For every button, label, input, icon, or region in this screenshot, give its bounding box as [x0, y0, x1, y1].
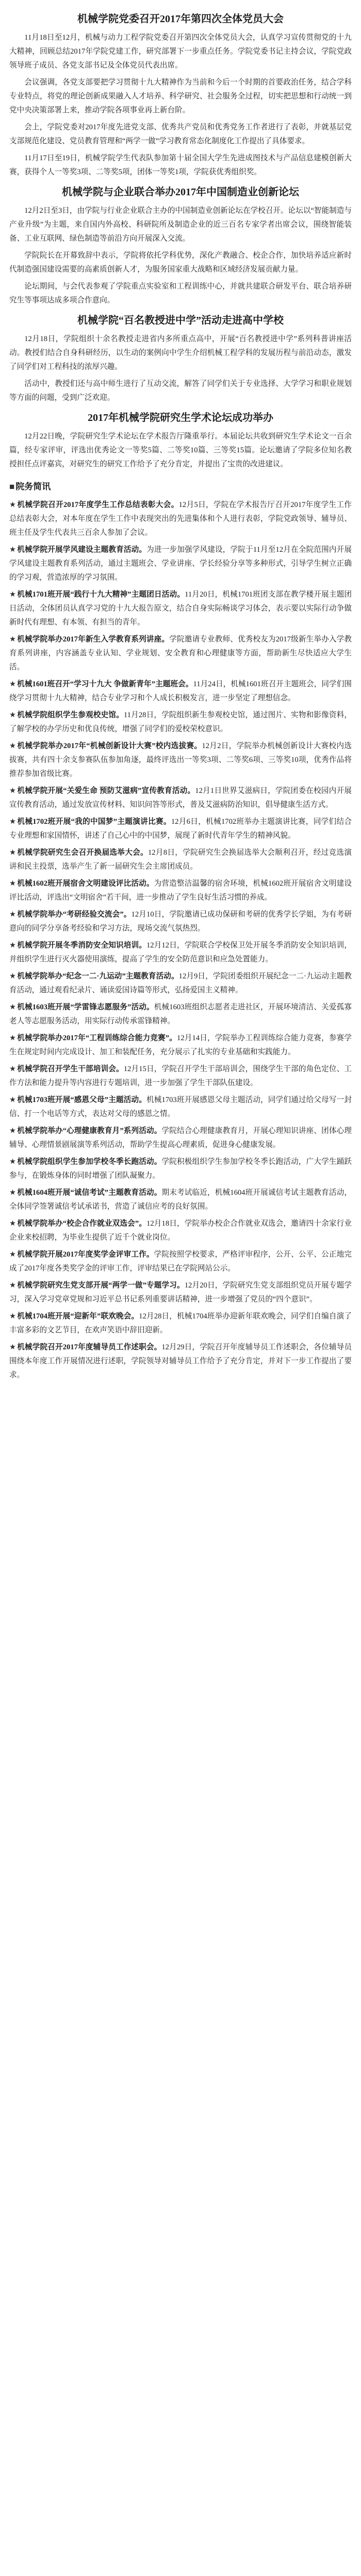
brief-item-body: 12月28日，机械1704班举办迎新年联欢晚会，同学们自编自演了丰富多彩的文艺节目，在欢声笑语中辞旧迎新。: [9, 1312, 352, 1334]
star-bullet-icon: ★: [9, 1158, 17, 1166]
star-bullet-icon: ★: [9, 1065, 17, 1073]
brief-item-body: 11月24日，机械1601班召开主题班会，同学们围绕学习贯彻十九大精神，结合专业学习和个人成长积极发言，进一步坚定了理想信念。: [9, 680, 352, 702]
brief-item: [9, 1062, 352, 1090]
star-bullet-icon: ★: [9, 501, 17, 509]
brief-item-title: 机械学院举办2017年新生入学教育系列讲座。: [17, 635, 170, 643]
brief-item: [9, 633, 352, 674]
star-bullet-icon: ★: [9, 849, 17, 857]
brief-heading: ■ 院务简讯: [9, 482, 51, 492]
brief-item-title: 机械学院开展“关爱生命 预防艾滋病”宣传教育活动。: [17, 787, 195, 795]
star-bullet-icon: ★: [9, 1096, 17, 1104]
brief-item-body: 学院按照学校要求，严格评审程序，公开、公平、公正地完成了2017年度各类奖学金的评审工作，评审结果已在学院网站公示。: [9, 1250, 352, 1273]
brief-item: [9, 1217, 352, 1245]
brief-item-title: 机械1601班召开“学习十九大 争做新青年”主题班会。: [17, 680, 193, 688]
brief-item: [9, 1001, 352, 1028]
star-bullet-icon: ★: [9, 972, 17, 980]
brief-list: [9, 498, 352, 1382]
brief-item-title: 机械学院召开学生干部培训会。: [17, 1065, 124, 1073]
brief-item-title: 机械1603班开展“学雷锋志愿服务”活动。: [17, 1003, 154, 1011]
brief-item-body: 12月8日，学院研究生会换届选举大会顺利召开，经过竞选演讲和民主投票，选举产生了新一届研究生会主席团成员。: [9, 849, 352, 871]
brief-item-title: 机械1704班开展“迎新年”联欢晚会。: [17, 1312, 139, 1320]
brief-item: [9, 784, 352, 812]
square-bullet-icon: ■: [9, 482, 15, 492]
brief-item-title: 机械学院举办“考研经验交流会”。: [17, 910, 132, 919]
brief-item: [9, 1186, 352, 1214]
brief-item: [9, 1124, 352, 1152]
brief-item: [9, 846, 352, 874]
brief-item-title: 机械学院召开2017年度学生工作总结表彰大会。: [17, 501, 179, 509]
star-bullet-icon: ★: [9, 1343, 17, 1351]
brief-item: [9, 1279, 352, 1307]
brief-item-title: 机械1604班开展“诚信考试”主题教育活动。: [17, 1189, 162, 1197]
brief-item-body: 12月15日，学院召开学生干部培训会，围绕学生干部的角色定位、工作方法和能力提升等内容进行专题培训，进一步加强了学生干部队伍建设。: [9, 1065, 352, 1087]
section-paragraph: 12月2日至3日，由学院与行业企业联合主办的中国制造业创新论坛在学校召开。论坛以“智能制造与产业升级”为主题，来自国内外高校、科研院所及制造企业的近三百名专家学者出席会议，围绕智能装备、工业互联网、绿色制造等前沿方向开展深入交流。: [9, 207, 352, 243]
section-paragraph: 论坛期间，与会代表参观了学院重点实验室和工程训练中心，并就共建联合研发平台、联合培养研究生等事项达成多项合作意向。: [9, 282, 352, 304]
brief-item: [9, 543, 352, 585]
brief-item-title: 机械学院举办“心理健康教育月”系列活动。: [17, 1127, 162, 1135]
brief-item: [9, 588, 352, 630]
brief-item-body: 12月6日，机械1702班举办主题演讲比赛，同学们结合专业理想和家国情怀，讲述了自己心中的中国梦，展现了新时代青年学生的精神风貌。: [9, 818, 352, 840]
brief-item-body: 12月29日，学院召开年度辅导员工作述职会，各位辅导员围绕本年度工作开展情况进行述职，学院领导对辅导员工作给予了充分肯定，并对下一步工作提出了要求。: [9, 1343, 352, 1379]
star-bullet-icon: ★: [9, 742, 17, 750]
star-bullet-icon: ★: [9, 680, 17, 688]
brief-item-body: 11月28日，学院组织新生参观校史馆，通过图片、实物和影像资料，了解学校的办学历史和优良传统，增强了同学们的爱校荣校意识。: [9, 711, 352, 733]
brief-item: [9, 1155, 352, 1183]
star-bullet-icon: ★: [9, 711, 17, 719]
brief-item: [9, 1031, 352, 1059]
star-bullet-icon: ★: [9, 1219, 17, 1228]
section-title: 机械学院党委召开2017年第四次全体党员大会: [77, 13, 284, 25]
section-paragraph: 活动中，教授们还与高中师生进行了互动交流，解答了同学们关于专业选择、大学学习和职业规划等方面的问题，受到广泛欢迎。: [9, 380, 352, 402]
brief-item-body: 为进一步加强学风建设，学院于11月至12月在全院范围内开展学风建设主题教育系列活动，通过主题班会、学业讲座、学长经验分享等多种形式，引导学生树立正确的学习观，营造浓厚的学习氛围。: [9, 546, 352, 582]
brief-item-title: 机械1703班开展“感恩父母”主题活动。: [17, 1096, 147, 1104]
brief-item: [9, 1310, 352, 1337]
brief-item-title: 机械学院开展冬季消防安全知识培训。: [17, 941, 146, 950]
star-bullet-icon: ★: [9, 635, 17, 643]
brief-item: [9, 708, 352, 736]
brief-item-title: 机械学院举办2017年“机械创新设计大赛”校内选拔赛。: [17, 742, 202, 750]
star-bullet-icon: ★: [9, 546, 17, 554]
star-bullet-icon: ★: [9, 818, 17, 826]
brief-item-title: 机械学院研究生会召开换届选举大会。: [17, 849, 148, 857]
brief-item: [9, 939, 352, 967]
star-bullet-icon: ★: [9, 879, 17, 888]
brief-item-body: 12月1日世界艾滋病日，学院团委在校园内开展宣传教育活动，通过发放宣传材料、知识问答等形式，普及艾滋病防治知识，倡导健康生活方式。: [9, 787, 352, 809]
brief-item: [9, 1341, 352, 1382]
brief-item-body: 12月5日，学院在学术报告厅召开2017年度学生工作总结表彰大会，对本年度在学生工作中表现突出的先进集体和个人进行表彰，学院党政领导、辅导员、班主任及学生代表共三百余人参加了会议。: [9, 501, 352, 537]
brief-item-body: 11月20日，机械1701班团支部在教学楼开展主题团日活动，全体团员认真学习党的十九大报告原文，结合自身实际畅谈学习体会，表示要以实际行动争做新时代有理想、有本领、有担当的青年。: [9, 590, 352, 626]
section-title: 机械学院与企业联合举办2017年中国制造业创新论坛: [62, 187, 299, 198]
star-bullet-icon: ★: [9, 1281, 17, 1290]
section-paragraph: 学院院长在开幕致辞中表示，学院将依托学科优势，深化产教融合、校企合作，加快培养适应新时代制造强国建设需要的高素质创新人才，为服务国家重大战略和区域经济发展贡献力量。: [9, 251, 352, 274]
star-bullet-icon: ★: [9, 910, 17, 919]
brief-item: [9, 1093, 352, 1121]
star-bullet-icon: ★: [9, 1189, 17, 1197]
brief-item-body: 12月10日，学院邀请已成功保研和考研的优秀学长学姐，为有考研意向的同学分享备考经验和学习方法，现场交流气氛热烈。: [9, 910, 352, 933]
section-paragraph: 会议强调，各党支部要把学习贯彻十九大精神作为当前和今后一个时期的首要政治任务，结合学科专业特点，将党的理论创新成果融入人才培养、科学研究、社会服务全过程，切实把思想和行动统一到党中央决策部署上来，推动学院各项事业再上新台阶。: [9, 78, 352, 114]
news-section: [9, 11, 352, 179]
star-bullet-icon: ★: [9, 1250, 17, 1259]
section-paragraph: 11月18日至12月，机械与动力工程学院党委召开第四次全体党员大会，认真学习宣传贯彻党的十九大精神，回顾总结2017年学院党建工作，研究部署下一步重点任务。学院党委书记主持会议，学院党政领导班子成员、各党支部书记及全体党员代表出席。: [9, 33, 352, 70]
brief-item-title: 机械学院举办2017年“工程训练综合能力竞赛”。: [17, 1034, 177, 1042]
brief-item-body: 学院邀请专业教师、优秀校友为2017级新生举办入学教育系列讲座，内容涵盖专业认知、学业规划、安全教育和心理健康等方面，帮助新生尽快适应大学生活。: [9, 635, 352, 671]
brief-item-body: 机械1703班开展感恩父母主题活动，同学们通过给父母写一封信、打一个电话等方式，表达对父母的感恩之情。: [9, 1096, 352, 1118]
brief-item: [9, 739, 352, 781]
brief-item-title: 机械学院召开2017年度辅导员工作述职会。: [17, 1343, 162, 1351]
brief-item-body: 12月20日，学院研究生党支部组织党员开展专题学习，深入学习党章党规和习近平总书记系列重要讲话精神，进一步增强了党员的“四个意识”。: [9, 1281, 352, 1303]
star-bullet-icon: ★: [9, 1127, 17, 1135]
brief-item: [9, 877, 352, 905]
brief-item-body: 学院结合心理健康教育月，开展心理知识讲座、团体心理辅导、心理情景剧展演等系列活动，帮助学生提高心理素质，促进身心健康发展。: [9, 1127, 352, 1149]
star-bullet-icon: ★: [9, 1312, 17, 1320]
brief-item-body: 期末考试临近，机械1604班开展诚信考试主题教育活动，全体同学签署诚信考试承诺书，营造了诚信应考的良好氛围。: [9, 1189, 352, 1211]
brief-item-title: 机械学院组织学生参观校史馆。: [17, 711, 124, 719]
brief-item-title: 机械学院研究生党支部开展“两学一做”专题学习。: [17, 1281, 185, 1290]
star-bullet-icon: ★: [9, 787, 17, 795]
brief-item: [9, 1248, 352, 1276]
brief-item-body: 12月9日，学院团委组织开展纪念一二·九运动主题教育活动，通过观看纪录片、诵读爱国诗篇等形式，弘扬爱国主义精神。: [9, 972, 352, 994]
brief-item-title: 机械学院开展学风建设主题教育活动。: [17, 546, 147, 554]
brief-item-body: 12月2日，学院举办机械创新设计大赛校内选拔赛，共有四十余支参赛队伍参加角逐，最终评选出一等奖3项、二等奖6项、三等奖10项，优秀作品将推荐参加省级比赛。: [9, 742, 352, 778]
brief-item-body: 12月14日，学院举办工程训练综合能力竞赛，参赛学生在规定时间内完成设计、加工和装配任务，充分展示了扎实的专业基础和实践能力。: [9, 1034, 352, 1056]
star-bullet-icon: ★: [9, 590, 17, 599]
brief-item-body: 学院积极组织学生参加学校冬季长跑活动，广大学生踊跃参与，在锻炼身体的同时增强了团队凝聚力。: [9, 1158, 352, 1180]
star-bullet-icon: ★: [9, 1003, 17, 1011]
news-section: [9, 313, 352, 405]
section-title: 2017年机械学院研究生学术论坛成功举办: [88, 412, 273, 423]
news-section: [9, 410, 352, 471]
brief-item-title: 机械学院开展2017年度奖学金评审工作。: [17, 1250, 154, 1259]
brief-item-body: 机械1603班组织志愿者走进社区，开展环境清洁、关爱孤寡老人等志愿服务活动，用实际行动传承雷锋精神。: [9, 1003, 352, 1025]
brief-item-title: 机械1602班开展宿舍文明建设评比活动。: [17, 879, 154, 888]
brief-item-title: 机械学院举办“校企合作就业双选会”。: [17, 1219, 147, 1228]
newsletter-content: [9, 6, 352, 2576]
star-bullet-icon: ★: [9, 941, 17, 950]
brief-item-title: 机械1702班开展“我的中国梦”主题演讲比赛。: [17, 818, 171, 826]
brief-item: [9, 498, 352, 540]
brief-item: [9, 908, 352, 936]
brief-item-title: 机械学院组织学生参加学校冬季长跑活动。: [17, 1158, 162, 1166]
news-section: [9, 184, 352, 308]
star-bullet-icon: ★: [9, 1034, 17, 1042]
section-paragraph: 12月22日晚，学院研究生学术论坛在学术报告厅隆重举行。本届论坛共收到研究生学术论文一百余篇，经专家评审，评选出优秀论文一等奖5篇、二等奖10篇、三等奖15篇。论坛邀请了学院多位知名教授担任点评嘉宾，对研究生的研究工作给予了充分肯定，并提出了宝贵的改进建议。: [9, 432, 352, 468]
brief-item-title: 机械1701班开展“践行十九大精神”主题团日活动。: [17, 590, 185, 599]
section-paragraph: 会上，学院党委对2017年度先进党支部、优秀共产党员和优秀党务工作者进行了表彰，并就基层党支部规范化建设、党员教育管理和“两学一做”学习教育常态化制度化工作提出了具体要求。: [9, 123, 352, 145]
brief-item: [9, 815, 352, 843]
brief-item: [9, 970, 352, 997]
brief-item-body: 为营造整洁温馨的宿舍环境，机械1602班开展宿舍文明建设评比活动，评选出“文明宿舍”若干间，进一步推动了学生良好生活习惯的养成。: [9, 879, 352, 902]
section-paragraph: 11月17日至19日，机械学院学生代表队参加第十届全国大学生先进成图技术与产品信息建模创新大赛，获得个人一等奖3项、二等奖5项，团体一等奖1项，学院获优秀组织奖。: [9, 154, 352, 176]
brief-item: [9, 677, 352, 705]
brief-item-body: 12月18日，学院举办校企合作就业双选会，邀请四十余家行业企业来校招聘，为毕业生提供了近千个就业岗位。: [9, 1219, 352, 1242]
section-paragraph: 12月18日，学院组织十余名教授走进省内多所重点高中，开展“百名教授进中学”系列科普讲座活动。教授们结合自身科研经历，以生动的案例向中学生介绍机械工程学科的发展历程与前沿动态，激发了同学们对工程科技的浓厚兴趣。: [9, 335, 352, 371]
section-title: 机械学院“百名教授进中学”活动走进高中学校: [77, 315, 284, 326]
brief-item-title: 机械学院举办“纪念一二·九运动”主题教育活动。: [17, 972, 179, 980]
brief-item-body: 12月12日，学院联合学校保卫处开展冬季消防安全知识培训，并组织学生进行灭火器使用演练，提高了学生的安全防范意识和应急处置能力。: [9, 941, 352, 963]
